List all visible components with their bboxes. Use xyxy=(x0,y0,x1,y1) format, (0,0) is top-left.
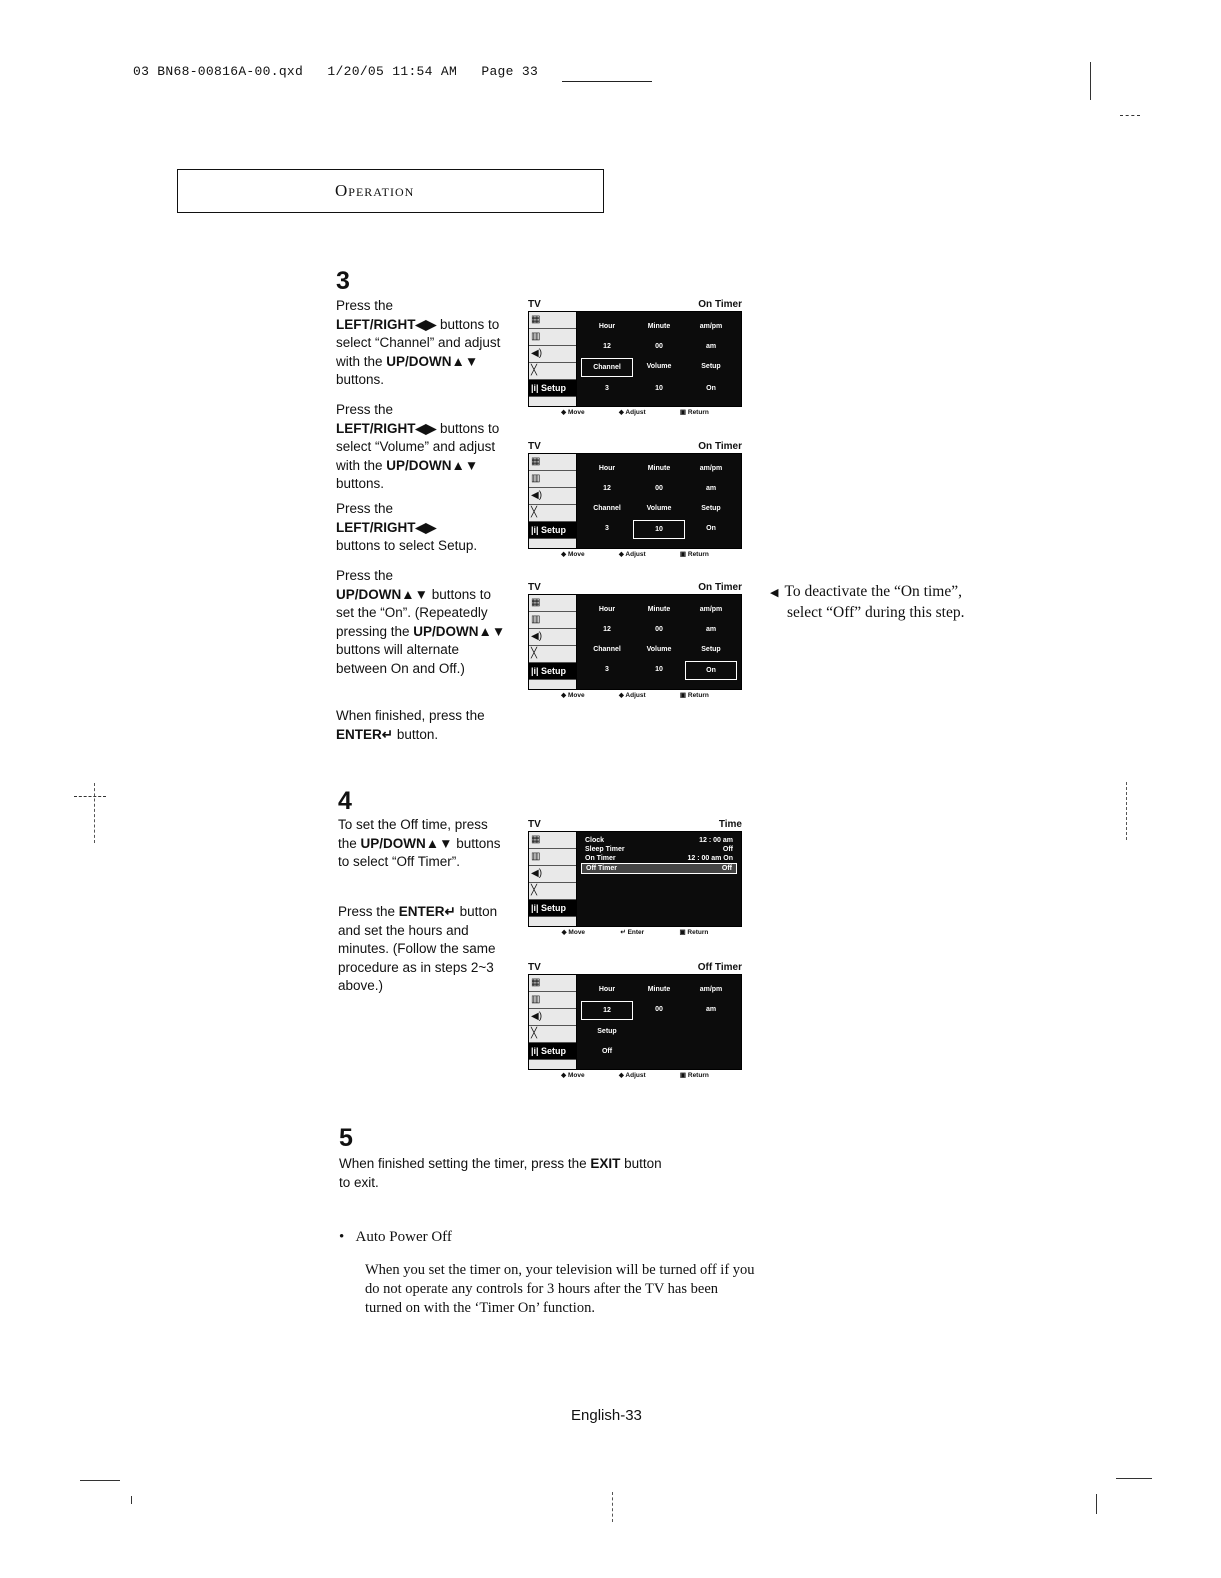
arrow-left-icon: ◀ xyxy=(770,587,779,599)
function-icon: ╳ xyxy=(529,1026,576,1043)
osd-grid-cell: Setup xyxy=(701,505,721,512)
step4-paragraph-2 xyxy=(338,903,510,996)
osd-hint-enter: ↵ Enter xyxy=(620,929,645,936)
osd-grid-cell: 3 xyxy=(605,525,609,532)
setup-icon: |i| Setup xyxy=(529,1043,576,1060)
text: buttons to select “Channel” and adjust with the xyxy=(336,316,501,369)
setup-icon: |i| Setup xyxy=(529,900,576,917)
setup-icon: |i| Setup xyxy=(529,522,576,539)
osd-grid-cell: On xyxy=(706,385,716,392)
button-name: UP/DOWN▲▼ xyxy=(360,835,453,851)
osd-grid-cell: 10 xyxy=(655,385,663,392)
step3-paragraph-3 xyxy=(336,500,511,556)
note-line: To deactivate the “On time”, xyxy=(784,583,962,600)
picture-icon: ▦ xyxy=(529,595,576,612)
text: buttons to select “Volume” and adjust with the xyxy=(336,420,500,473)
bullet: • xyxy=(339,1229,345,1245)
auto-power-text: When you set the timer on, your television will be turned off if you do not operate any controls for 3 hours after the TV has been turned on with the ‘Timer On’ function. xyxy=(365,1262,755,1316)
osd-screen-on-timer-setup xyxy=(528,581,742,702)
crop-mark xyxy=(131,1496,132,1504)
osd-screen-time xyxy=(528,818,742,939)
row-label: Off Timer xyxy=(586,865,617,872)
osd-grid-cell: Setup xyxy=(701,363,721,370)
text: Press the xyxy=(336,568,394,583)
text: To set the Off time, press the xyxy=(338,817,488,851)
step3-paragraph-5 xyxy=(336,707,511,744)
osd-grid-cell: 3 xyxy=(605,666,609,673)
osd-grid-cell-selected: 12 xyxy=(581,1001,633,1020)
text: buttons to select “Off Timer”. xyxy=(338,835,501,870)
button-name: UP/DOWN▲▼ xyxy=(413,623,506,639)
text: Press the xyxy=(336,501,394,516)
osd-tv-label: TV xyxy=(528,441,541,452)
channel-icon: ▥ xyxy=(529,992,576,1009)
channel-icon: ▥ xyxy=(529,329,576,346)
button-name: UP/DOWN▲▼ xyxy=(386,353,479,369)
osd-hint-move: ◆ Move xyxy=(561,929,586,936)
sound-icon: ◀) xyxy=(529,1009,576,1026)
osd-grid-cell: Minute xyxy=(647,606,671,613)
osd-hint-return: ▣ Return xyxy=(679,551,709,558)
osd-grid-cell: Volume xyxy=(646,646,672,653)
osd-grid-cell xyxy=(685,1023,737,1040)
section-title: Operation xyxy=(335,181,415,200)
text: button to exit. xyxy=(339,1156,662,1190)
slug-underline xyxy=(562,81,652,82)
text: buttons to set the “On”. (Repeatedly pressing the xyxy=(336,586,492,639)
osd-grid-cell-selected: 10 xyxy=(633,520,685,539)
osd-grid-cell: Volume xyxy=(646,505,672,512)
osd-screen-on-timer-channel xyxy=(528,298,742,419)
registration-mark xyxy=(612,1492,613,1522)
setup-icon: |i| Setup xyxy=(529,380,576,397)
print-slug: 03 BN68-00816A-00.qxd 1/20/05 11:54 AM Page 33 xyxy=(133,64,539,79)
osd-title: Off Timer xyxy=(697,962,742,973)
osd-timer-grid xyxy=(581,460,737,539)
button-name: ENTER↵ xyxy=(398,904,456,919)
osd-hint-move: ◆ Move xyxy=(561,692,585,699)
osd-grid-cell: 3 xyxy=(605,385,609,392)
osd-grid-cell: 00 xyxy=(655,1006,663,1013)
osd-grid-cell: am xyxy=(705,343,717,350)
picture-icon: ▦ xyxy=(529,312,576,329)
osd-grid-cell: Hour xyxy=(598,986,616,993)
osd-grid-cell: Hour xyxy=(598,465,616,472)
osd-grid-cell: Volume xyxy=(646,363,672,370)
osd-hint-adjust: ◆ Adjust xyxy=(618,409,646,416)
registration-mark xyxy=(94,783,95,843)
button-name: ENTER↵ xyxy=(336,726,394,742)
step3-paragraph-4 xyxy=(336,567,511,679)
osd-sidebar xyxy=(529,312,577,406)
osd-hint-return: ▣ Return xyxy=(679,1072,709,1079)
osd-title: Time xyxy=(718,819,742,830)
osd-hint-return: ▣ Return xyxy=(679,929,709,936)
sound-icon: ◀) xyxy=(529,866,576,883)
text: Press the xyxy=(336,402,394,417)
osd-title: On Timer xyxy=(698,582,742,593)
step3-paragraph-2 xyxy=(336,401,511,494)
auto-power-heading xyxy=(339,1229,452,1246)
row-value: Off xyxy=(722,846,733,853)
sound-icon: ◀) xyxy=(529,629,576,646)
text: Press the xyxy=(338,904,399,919)
osd-grid-cell: am xyxy=(705,1006,717,1013)
text: buttons. xyxy=(336,372,385,388)
osd-hint-adjust: ◆ Adjust xyxy=(618,692,646,699)
osd-grid-cell: Channel xyxy=(593,505,621,512)
osd-grid-cell: Minute xyxy=(647,986,671,993)
row-value: 12 : 00 am xyxy=(699,837,733,844)
osd-grid-cell: am/pm xyxy=(699,606,723,613)
osd-screen-on-timer-volume xyxy=(528,440,742,561)
osd-hint-adjust: ◆ Adjust xyxy=(618,1072,646,1079)
osd-tv-label: TV xyxy=(528,299,541,310)
osd-hint-move: ◆ Move xyxy=(561,409,585,416)
row-value: Off xyxy=(721,865,732,872)
osd-grid-cell: Hour xyxy=(598,606,616,613)
button-name: LEFT/RIGHT◀▶ xyxy=(336,519,437,535)
osd-grid-cell: Minute xyxy=(647,323,671,330)
osd-grid-cell: 10 xyxy=(655,666,663,673)
osd-grid-cell: Setup xyxy=(597,1028,617,1035)
osd-grid-cell: am/pm xyxy=(699,465,723,472)
osd-grid-cell: Hour xyxy=(598,323,616,330)
osd-sidebar xyxy=(529,595,577,689)
sound-icon: ◀) xyxy=(529,346,576,363)
sound-icon: ◀) xyxy=(529,488,576,505)
osd-grid-cell: am xyxy=(705,485,717,492)
osd-screen-off-timer xyxy=(528,961,742,1082)
text: When finished setting the timer, press the xyxy=(339,1156,591,1171)
osd-title: On Timer xyxy=(698,441,742,452)
osd-timer-grid xyxy=(581,318,737,397)
osd-grid-cell: 12 xyxy=(603,343,611,350)
registration-mark xyxy=(74,796,106,797)
row-value: 12 : 00 am On xyxy=(687,855,733,862)
osd-grid-cell: On xyxy=(706,525,716,532)
step-number: 5 xyxy=(339,1124,353,1152)
osd-grid-cell: Setup xyxy=(701,646,721,653)
crop-mark xyxy=(80,1480,120,1481)
osd-sidebar xyxy=(529,454,577,548)
button-name: UP/DOWN▲▼ xyxy=(336,586,428,602)
osd-timer-grid xyxy=(581,601,737,680)
function-icon: ╳ xyxy=(529,883,576,900)
osd-sidebar xyxy=(529,832,577,926)
osd-grid-cell: Off xyxy=(601,1048,613,1055)
osd-time-row xyxy=(581,854,737,863)
setup-icon: |i| Setup xyxy=(529,663,576,680)
crop-mark xyxy=(1090,62,1091,100)
step4-paragraph-1 xyxy=(338,816,510,872)
osd-grid-cell xyxy=(685,1043,737,1060)
osd-grid-cell: am/pm xyxy=(699,986,723,993)
text: buttons. xyxy=(336,476,385,492)
osd-grid-cell: 12 xyxy=(603,485,611,492)
text: Press the xyxy=(336,298,394,313)
osd-grid-cell-selected: Channel xyxy=(581,358,633,377)
channel-icon: ▥ xyxy=(529,849,576,866)
step-number: 4 xyxy=(338,787,352,815)
channel-icon: ▥ xyxy=(529,612,576,629)
osd-grid-cell: 00 xyxy=(655,485,663,492)
osd-hint-return: ▣ Return xyxy=(679,409,709,416)
osd-tv-label: TV xyxy=(528,962,541,973)
osd-grid-cell: 00 xyxy=(655,626,663,633)
osd-setup-label: Setup xyxy=(541,903,567,913)
function-icon: ╳ xyxy=(529,363,576,380)
osd-grid-cell xyxy=(633,1043,685,1060)
osd-grid-cell xyxy=(633,1023,685,1040)
osd-hint-move: ◆ Move xyxy=(561,551,585,558)
osd-sidebar xyxy=(529,975,577,1069)
crop-mark xyxy=(1116,1478,1152,1479)
osd-grid-cell: am xyxy=(705,626,717,633)
heading-text: Auto Power Off xyxy=(355,1229,452,1245)
text: button and set the hours and minutes. (Follow the same procedure as in steps 2~3 above.) xyxy=(338,904,498,994)
button-name: LEFT/RIGHT◀▶ xyxy=(336,316,437,332)
osd-grid-cell: Channel xyxy=(593,646,621,653)
picture-icon: ▦ xyxy=(529,454,576,471)
osd-setup-label: Setup xyxy=(541,525,567,535)
button-name: EXIT xyxy=(590,1156,621,1171)
note-line: select “Off” during this step. xyxy=(787,604,965,621)
osd-time-row xyxy=(581,845,737,854)
osd-hint-return: ▣ Return xyxy=(679,692,709,699)
osd-hint-adjust: ◆ Adjust xyxy=(618,551,646,558)
text: buttons to select Setup. xyxy=(336,538,478,554)
function-icon: ╳ xyxy=(529,646,576,663)
osd-hint-move: ◆ Move xyxy=(561,1072,585,1079)
osd-setup-label: Setup xyxy=(541,1046,567,1056)
function-icon: ╳ xyxy=(529,505,576,522)
text: button. xyxy=(393,726,439,742)
osd-grid-cell: am/pm xyxy=(699,323,723,330)
osd-setup-label: Setup xyxy=(541,666,567,676)
osd-grid-cell: 00 xyxy=(655,343,663,350)
registration-mark xyxy=(1126,782,1127,840)
osd-grid-cell: Minute xyxy=(647,465,671,472)
button-name: UP/DOWN▲▼ xyxy=(386,457,479,473)
row-label: Clock xyxy=(585,837,605,844)
button-name: LEFT/RIGHT◀▶ xyxy=(336,420,437,436)
step-number: 3 xyxy=(336,267,350,295)
osd-tv-label: TV xyxy=(528,582,541,593)
side-note xyxy=(770,582,965,623)
row-label: Sleep Timer xyxy=(585,846,625,853)
crop-mark xyxy=(1096,1494,1097,1514)
osd-grid-cell: 12 xyxy=(603,626,611,633)
channel-icon: ▥ xyxy=(529,471,576,488)
osd-title: On Timer xyxy=(698,299,742,310)
osd-time-row xyxy=(581,836,737,845)
text: When finished, press the xyxy=(336,708,485,723)
page-number: English-33 xyxy=(571,1407,642,1424)
crop-mark xyxy=(1120,115,1140,116)
picture-icon: ▦ xyxy=(529,975,576,992)
osd-tv-label: TV xyxy=(528,819,541,830)
osd-time-list xyxy=(581,836,737,874)
osd-setup-label: Setup xyxy=(541,383,567,393)
osd-time-row-selected xyxy=(581,863,737,874)
osd-timer-grid xyxy=(581,981,737,1060)
step5-paragraph xyxy=(339,1154,669,1192)
text: buttons will alternate between On and Off.) xyxy=(336,642,465,676)
osd-grid-cell-selected: On xyxy=(685,661,737,680)
picture-icon: ▦ xyxy=(529,832,576,849)
step3-paragraph-1 xyxy=(336,297,511,390)
row-label: On Timer xyxy=(585,855,616,862)
